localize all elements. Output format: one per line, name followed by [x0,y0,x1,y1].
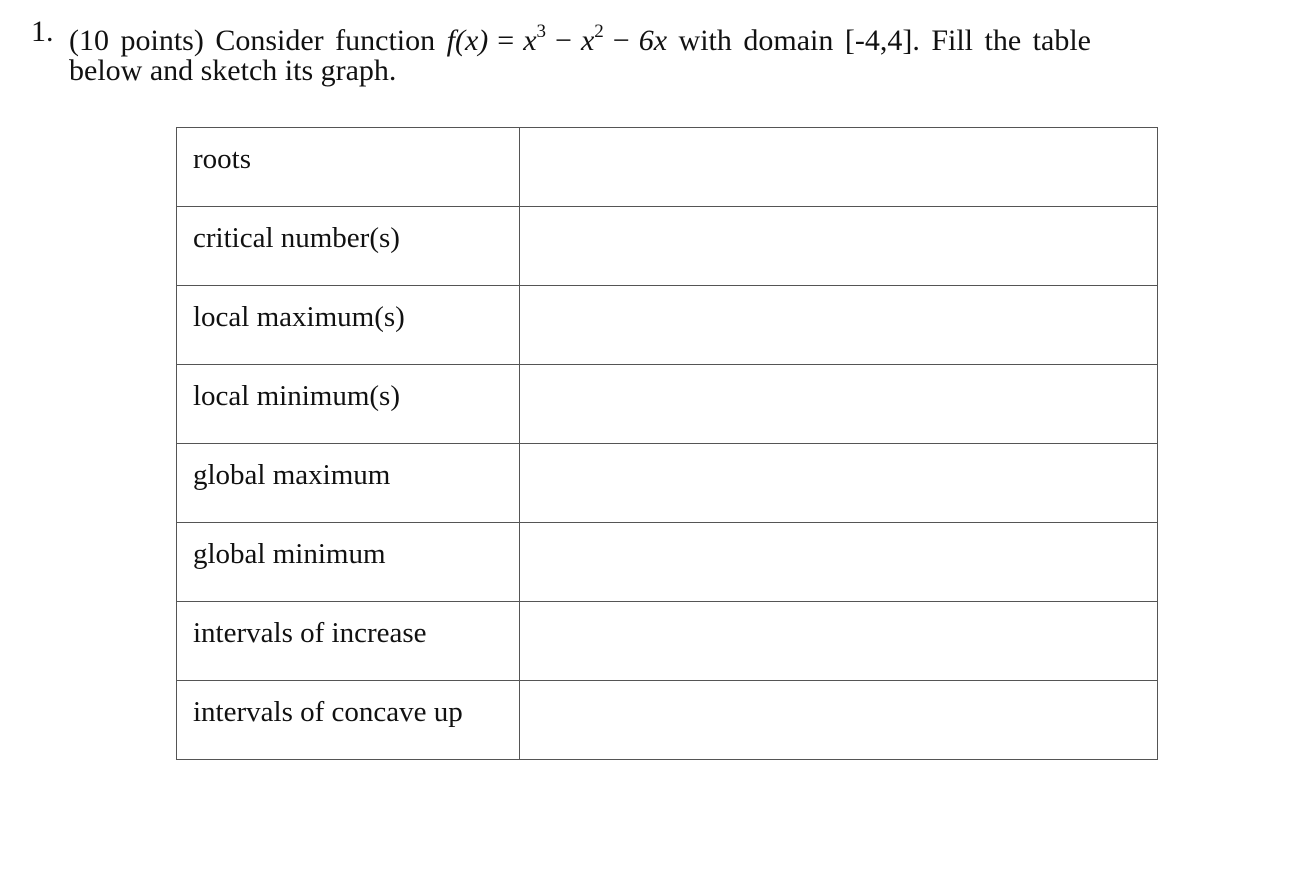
answer-cell-local-minimum[interactable] [519,365,1157,444]
minus-sign-1: − [555,24,572,57]
answer-cell-roots[interactable] [519,128,1157,207]
term2-exponent: 2 [594,21,604,42]
answer-cell-intervals-increase[interactable] [519,602,1157,681]
answer-cell-global-maximum[interactable] [519,444,1157,523]
answer-table [176,127,1158,760]
function-lhs: f(x) [446,24,489,57]
table-row-global-maximum [177,444,1158,523]
table-row-local-minimum [177,365,1158,444]
row-label: local maximum(s) [193,301,405,333]
intro-text: Consider function [215,24,436,57]
table-row-global-minimum [177,523,1158,602]
row-label: global minimum [193,538,386,570]
table-row-critical-numbers [177,207,1158,286]
instruction-a: Fill the table [931,24,1091,57]
answer-cell-local-maximum[interactable] [519,286,1157,365]
row-label: intervals of concave up [193,696,463,728]
table-row-intervals-concave-up [177,681,1158,760]
row-label: global maximum [193,459,391,491]
points-label: (10 points) [69,24,204,57]
table-row-roots [177,128,1158,207]
row-label: intervals of increase [193,617,427,649]
term1-base: x [523,24,537,57]
row-label: critical number(s) [193,222,400,254]
row-label: roots [193,143,251,175]
problem-number: 1. [31,15,54,48]
answer-cell-critical-numbers[interactable] [519,207,1157,286]
term2-base: x [580,24,595,57]
minus-sign-2: − [612,24,630,57]
table-row-intervals-increase [177,602,1158,681]
row-label: local minimum(s) [193,380,400,412]
term3: 6x [638,24,668,57]
answer-cell-intervals-concave-up[interactable] [519,681,1157,760]
equals-sign: = [497,24,515,57]
domain-text: with domain [-4,4]. [678,24,920,57]
problem-line-2: below and sketch its graph. [69,54,397,87]
table-row-local-maximum [177,286,1158,365]
term1-exponent: 3 [536,21,547,42]
answer-cell-global-minimum[interactable] [519,523,1157,602]
